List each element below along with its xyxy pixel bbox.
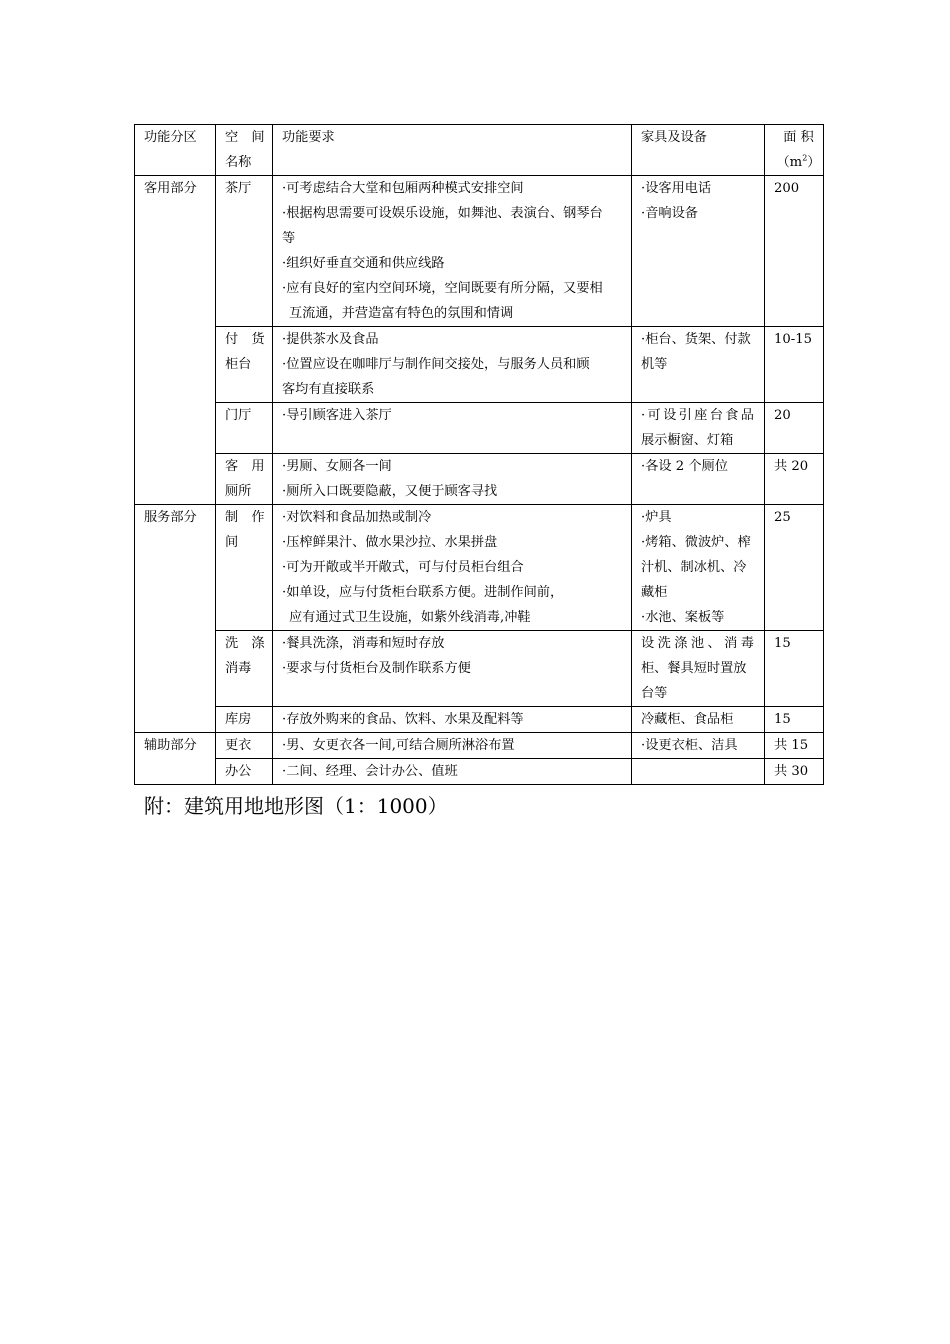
requirements: ·对饮料和食品加热或制冷 ·压榨鲜果汁、做水果沙拉、水果拼盘 ·可为开敞或半开敞式，可与付员柜台组合 ·如单设，应与付货柜台联系方便。进制作间前， 应有通过式卫生设施，如紫外线消毒,冲鞋 — [273, 505, 632, 631]
requirements: ·存放外购来的食品、饮料、水果及配料等 — [273, 707, 632, 733]
furniture: ·柜台、货架、付款 机等 — [632, 327, 765, 403]
zone-guest: 客用部分 — [135, 176, 216, 505]
requirements: ·二间、经理、会计办公、值班 — [273, 759, 632, 785]
header-space-name: 空 间 名称 — [216, 125, 273, 176]
space-name: 库房 — [216, 707, 273, 733]
furniture — [632, 759, 765, 785]
requirements: ·可考虑结合大堂和包厢两种模式安排空间 ·根据构思需要可设娱乐设施，如舞池、表演台、钢琴台 等 ·组织好垂直交通和供应线路 ·应有良好的室内空间环境，空间既要有所分隔，又要相 互流通，并营造富有特色的氛围和情调 — [273, 176, 632, 327]
appendix-caption: 附：建筑用地地形图（1：1000） — [144, 794, 448, 818]
table-row — [135, 176, 824, 327]
table-row — [135, 454, 824, 505]
furniture: ·可设引座台食品 展示橱窗、灯箱 — [632, 403, 765, 454]
furniture: ·设更衣柜、洁具 — [632, 733, 765, 759]
furniture: 设洗涤池、消毒 柜、餐具短时置放 台等 — [632, 631, 765, 707]
area: 25 — [765, 505, 824, 631]
table-row — [135, 403, 824, 454]
table-row — [135, 707, 824, 733]
header-furniture: 家具及设备 — [632, 125, 765, 176]
requirements: ·男厕、女厕各一间 ·厕所入口既要隐蔽，又便于顾客寻找 — [273, 454, 632, 505]
zone-auxiliary: 辅助部分 — [135, 733, 216, 785]
table-header-row — [135, 125, 824, 176]
requirements: ·男、女更衣各一间,可结合厕所淋浴布置 — [273, 733, 632, 759]
space-name: 制 作 间 — [216, 505, 273, 631]
table-row — [135, 759, 824, 785]
requirements: ·提供茶水及食品 ·位置应设在咖啡厅与制作间交接处，与服务人员和顾 客均有直接联系 — [273, 327, 632, 403]
space-name: 更衣 — [216, 733, 273, 759]
furniture: ·各设 2 个厕位 — [632, 454, 765, 505]
table-row — [135, 505, 824, 631]
space-name: 办公 — [216, 759, 273, 785]
area: 20 — [765, 403, 824, 454]
furniture: 冷藏柜、食品柜 — [632, 707, 765, 733]
header-zone: 功能分区 — [135, 125, 216, 176]
header-area: 面 积 $(m^2)$ — [765, 125, 824, 176]
area: 共 15 — [765, 733, 824, 759]
area: 15 — [765, 707, 824, 733]
requirements: ·餐具洗涤，消毒和短时存放 ·要求与付货柜台及制作联系方便 — [273, 631, 632, 707]
space-name: 洗 涤 消毒 — [216, 631, 273, 707]
space-name: 付 货 柜台 — [216, 327, 273, 403]
table-row — [135, 327, 824, 403]
space-name: 茶厅 — [216, 176, 273, 327]
space-name: 客 用 厕所 — [216, 454, 273, 505]
furniture: ·炉具 ·烤箱、微波炉、榨 汁机、制冰机、冷 藏柜 ·水池、案板等 — [632, 505, 765, 631]
area: 200 — [765, 176, 824, 327]
area: 15 — [765, 631, 824, 707]
furniture: ·设客用电话 ·音响设备 — [632, 176, 765, 327]
area: 共 30 — [765, 759, 824, 785]
header-requirements: 功能要求 — [273, 125, 632, 176]
area: 共 20 — [765, 454, 824, 505]
function-space-table — [134, 124, 824, 785]
requirements: ·导引顾客进入茶厅 — [273, 403, 632, 454]
space-name: 门厅 — [216, 403, 273, 454]
table-row — [135, 733, 824, 759]
zone-service: 服务部分 — [135, 505, 216, 733]
area: 10-15 — [765, 327, 824, 403]
table-row — [135, 631, 824, 707]
